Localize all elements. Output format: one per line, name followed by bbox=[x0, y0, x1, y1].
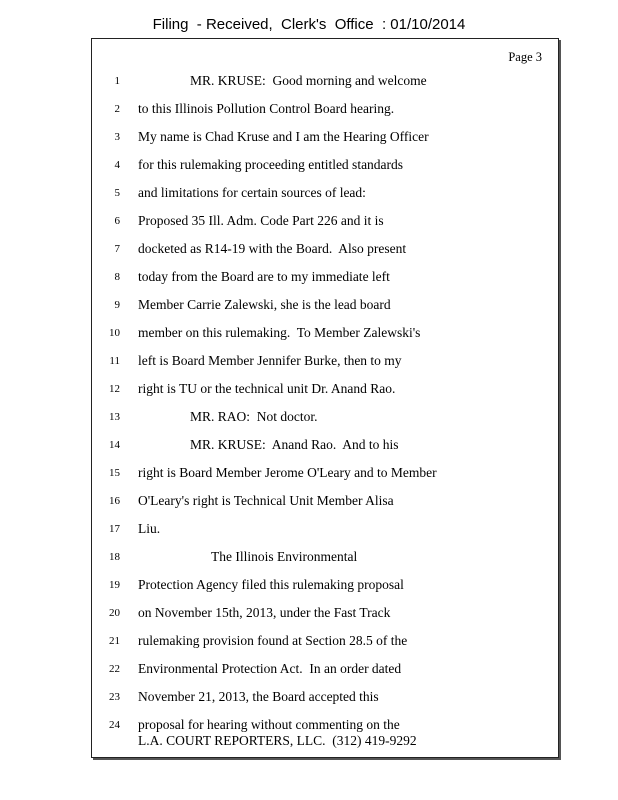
transcript-line bbox=[92, 633, 558, 653]
page-number: Page 3 bbox=[508, 50, 542, 64]
line-text: MR. KRUSE: Anand Rao. And to his bbox=[190, 437, 399, 452]
transcript-line bbox=[92, 493, 558, 513]
line-text: MR. RAO: Not doctor. bbox=[190, 409, 318, 424]
line-text: and limitations for certain sources of lead: bbox=[138, 185, 366, 200]
line-number: 24 bbox=[109, 719, 120, 731]
transcript-page bbox=[91, 38, 559, 758]
line-text: The Illinois Environmental bbox=[211, 549, 358, 564]
transcript-line bbox=[92, 269, 558, 289]
line-number: 7 bbox=[114, 243, 120, 255]
transcript-line bbox=[92, 381, 558, 401]
line-text: O'Leary's right is Technical Unit Member Alisa bbox=[138, 493, 394, 508]
transcript-line bbox=[92, 73, 558, 93]
line-number: 21 bbox=[109, 635, 120, 647]
line-text: left is Board Member Jennifer Burke, then to my bbox=[138, 353, 402, 368]
transcript-line bbox=[92, 353, 558, 373]
filing-stamp: Filing - Received, Clerk's Office : 01/10/2014 bbox=[152, 16, 466, 33]
line-number: 15 bbox=[109, 467, 120, 479]
transcript-line bbox=[92, 297, 558, 317]
transcript-line bbox=[92, 157, 558, 177]
transcript-line bbox=[92, 325, 558, 345]
transcript-line bbox=[92, 661, 558, 681]
line-number: 12 bbox=[109, 383, 120, 395]
transcript-line bbox=[92, 437, 558, 457]
transcript-line bbox=[92, 101, 558, 121]
line-text: Environmental Protection Act. In an order dated bbox=[138, 661, 402, 676]
line-text: MR. KRUSE: Good morning and welcome bbox=[190, 73, 427, 88]
line-number: 10 bbox=[109, 327, 120, 339]
line-text: November 21, 2013, the Board accepted this bbox=[138, 689, 379, 704]
line-text: member on this rulemaking. To Member Zalewski's bbox=[138, 325, 421, 340]
line-number: 4 bbox=[114, 159, 120, 171]
line-number: 5 bbox=[114, 187, 120, 199]
line-number: 11 bbox=[109, 355, 120, 367]
line-number: 17 bbox=[109, 523, 120, 535]
line-number: 6 bbox=[114, 215, 120, 227]
line-number: 22 bbox=[109, 663, 120, 675]
line-text: Protection Agency filed this rulemaking proposal bbox=[138, 577, 404, 592]
transcript-line bbox=[92, 129, 558, 149]
transcript-line bbox=[92, 213, 558, 233]
transcript-line bbox=[92, 605, 558, 625]
transcript-line bbox=[92, 185, 558, 205]
transcript-line bbox=[92, 549, 558, 569]
transcript-line bbox=[92, 465, 558, 485]
line-number: 3 bbox=[114, 131, 120, 143]
line-number: 8 bbox=[114, 271, 120, 283]
line-number: 16 bbox=[109, 495, 120, 507]
line-text: today from the Board are to my immediate left bbox=[138, 269, 390, 284]
line-number: 20 bbox=[109, 607, 120, 619]
line-number: 23 bbox=[109, 691, 120, 703]
line-number: 19 bbox=[109, 579, 120, 591]
reporter-footer: L.A. COURT REPORTERS, LLC. (312) 419-9292 bbox=[138, 733, 417, 748]
line-text: rulemaking provision found at Section 28.5 of the bbox=[138, 633, 408, 648]
line-number: 2 bbox=[114, 103, 120, 115]
line-text: Member Carrie Zalewski, she is the lead board bbox=[138, 297, 391, 312]
transcript-line bbox=[92, 409, 558, 429]
line-text: My name is Chad Kruse and I am the Hearing Officer bbox=[138, 129, 429, 144]
line-number: 13 bbox=[109, 411, 120, 423]
transcript-line bbox=[92, 521, 558, 541]
transcript-line bbox=[92, 689, 558, 709]
line-number: 14 bbox=[109, 439, 120, 451]
line-text: right is Board Member Jerome O'Leary and to Member bbox=[138, 465, 437, 480]
transcript-line bbox=[92, 577, 558, 597]
line-number: 9 bbox=[114, 299, 120, 311]
line-text: Proposed 35 Ill. Adm. Code Part 226 and it is bbox=[138, 213, 384, 228]
line-number: 1 bbox=[114, 75, 120, 87]
line-text: for this rulemaking proceeding entitled standards bbox=[138, 157, 404, 172]
line-text: proposal for hearing without commenting on the bbox=[138, 717, 400, 732]
transcript-line bbox=[92, 241, 558, 261]
line-text: docketed as R14-19 with the Board. Also present bbox=[138, 241, 407, 256]
line-number: 18 bbox=[109, 551, 120, 563]
line-text: right is TU or the technical unit Dr. Anand Rao. bbox=[138, 381, 396, 396]
line-text: to this Illinois Pollution Control Board hearing. bbox=[138, 101, 395, 116]
line-text: Liu. bbox=[138, 521, 161, 536]
line-text: on November 15th, 2013, under the Fast Track bbox=[138, 605, 391, 620]
